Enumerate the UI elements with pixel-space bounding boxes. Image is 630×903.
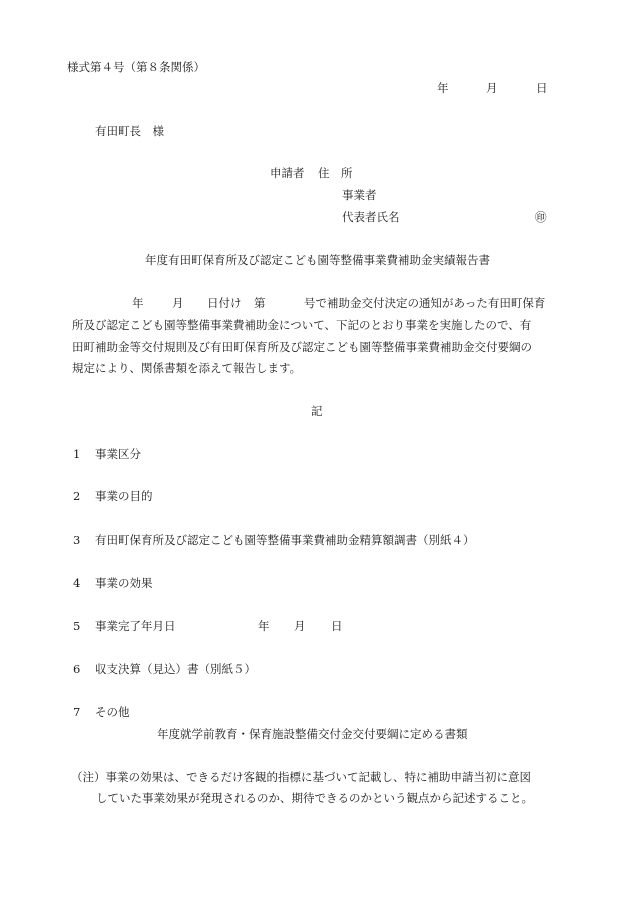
ki-heading: 記 [311,404,323,418]
address-label: 住 所 [318,166,353,180]
body-month: 月 [172,296,184,310]
item-number: 1 [73,447,81,461]
item-number: 5 [73,619,81,633]
item-label: 事業の目的 [95,489,153,503]
item-label: 収支決算（見込）書（別紙５） [95,662,256,676]
item-2 [73,489,153,503]
item-number: 3 [73,533,81,547]
body-no-prefix: 第 [254,296,266,310]
note-text-1: 事業の効果は、できるだけ客観的指標に基づいて記載し、特に補助申請当初に意図 [105,770,531,784]
body-line1-rest: 号で補助金交付決定の通知があった有田町保育 [304,296,546,310]
completion-month: 月 [294,619,306,633]
item-4 [73,576,153,590]
date-year: 年 [437,81,449,95]
addressee: 有田町長 様 [95,124,164,138]
item-1 [73,447,141,461]
item-6 [73,662,256,676]
completion-year: 年 [258,619,270,633]
item-label: 事業区分 [95,447,141,461]
date-month: 月 [486,81,498,95]
note-line2: していた事業効果が発現されるのか、期待できるのかという観点から記述すること。 [96,791,533,805]
body-year: 年 [132,296,144,310]
item-5 [73,619,176,633]
representative-name-label: 代表者氏名 [342,210,400,224]
date-day: 日 [536,81,548,95]
item-number: 6 [73,662,81,676]
item-number: 4 [73,576,81,590]
completion-day: 日 [331,619,343,633]
business-label: 事業者 [342,188,377,202]
item-label: その他 [95,705,130,719]
item-label: 有田町保育所及び認定こども園等整備事業費補助金精算額調書（別紙４） [95,533,475,547]
body-line4: 規定により、関係書類を添えて報告します。 [72,361,302,375]
body-line3: 田町補助金等交付規則及び有田町保育所及び認定こども園等整備事業費補助金交付要綱の [72,340,532,354]
item-number: 7 [73,705,81,719]
note-line1 [71,770,531,784]
seal-mark: ㊞ [535,210,547,224]
item-3 [73,533,475,547]
form-label: 様式第４号（第８条関係） [67,60,205,74]
body-line2: 所及び認定こども園等整備事業費補助金について、下記のとおり事業を実施したので、有 [72,318,532,332]
note-prefix: （注） [71,770,106,784]
item-number: 2 [73,489,81,503]
item-label: 事業の効果 [95,576,153,590]
body-dated: 日付け [207,296,242,310]
applicant-role-label: 申請者 [270,166,305,180]
item-label: 事業完了年月日 [95,619,176,633]
item-7 [73,705,130,719]
document-title: 年度有田町保育所及び認定こども園等整備事業費補助金実績報告書 [145,253,490,267]
other-detail: 年度就学前教育・保育施設整備交付金交付要綱に定める書類 [157,727,468,741]
